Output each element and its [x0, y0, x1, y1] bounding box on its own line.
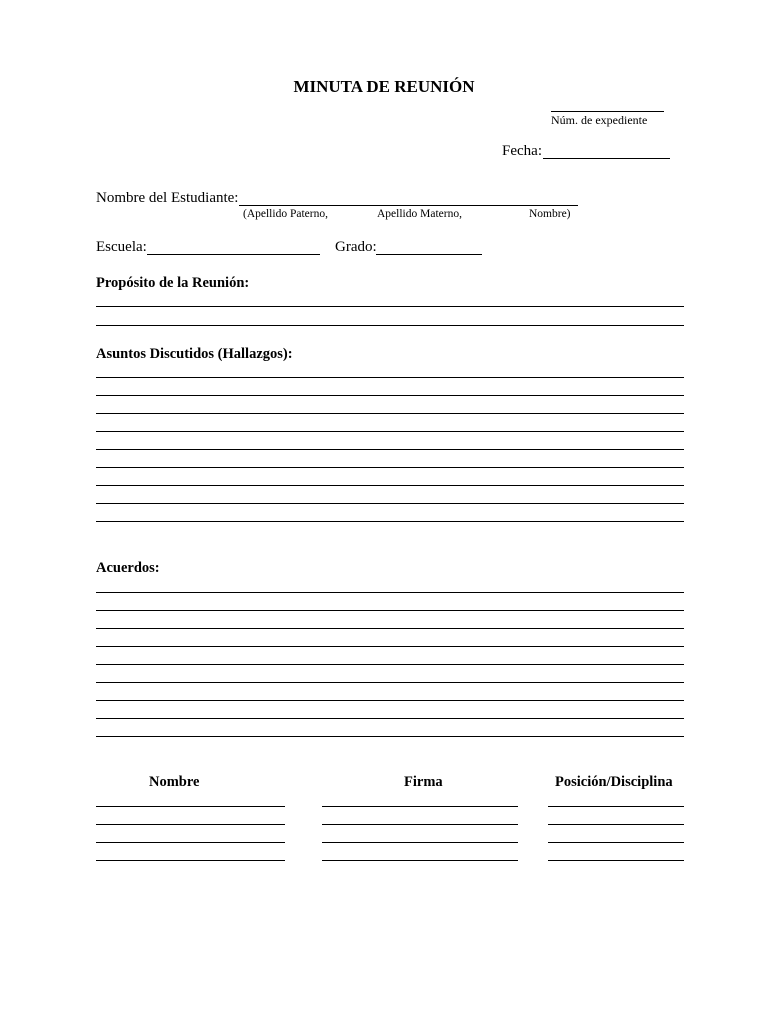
expediente-field[interactable] [551, 111, 664, 112]
fecha-label: Fecha: [502, 143, 542, 159]
acuerdos-heading: Acuerdos: [96, 560, 160, 576]
proposito-line[interactable] [96, 325, 684, 326]
asuntos-line[interactable] [96, 503, 684, 504]
signature-nombre-line[interactable] [96, 860, 285, 861]
signature-firma-line[interactable] [322, 842, 518, 843]
acuerdos-line[interactable] [96, 682, 684, 683]
col-nombre-header: Nombre [149, 774, 200, 790]
asuntos-line[interactable] [96, 413, 684, 414]
asuntos-line[interactable] [96, 521, 684, 522]
signature-posicion-line[interactable] [548, 824, 684, 825]
signature-posicion-line[interactable] [548, 860, 684, 861]
acuerdos-line[interactable] [96, 592, 684, 593]
asuntos-line[interactable] [96, 395, 684, 396]
signature-firma-line[interactable] [322, 806, 518, 807]
asuntos-line[interactable] [96, 431, 684, 432]
proposito-line[interactable] [96, 306, 684, 307]
signature-posicion-line[interactable] [548, 842, 684, 843]
asuntos-line[interactable] [96, 449, 684, 450]
proposito-heading: Propósito de la Reunión: [96, 275, 250, 291]
acuerdos-line[interactable] [96, 718, 684, 719]
col-firma-header: Firma [404, 774, 443, 790]
col-posicion-header: Posición/Disciplina [555, 774, 673, 790]
asuntos-line[interactable] [96, 377, 684, 378]
student-name-field[interactable] [239, 205, 578, 206]
escuela-field[interactable] [147, 254, 320, 255]
grado-field[interactable] [376, 254, 482, 255]
signature-firma-line[interactable] [322, 860, 518, 861]
acuerdos-line[interactable] [96, 664, 684, 665]
signature-nombre-line[interactable] [96, 842, 285, 843]
apellido-materno-hint: Apellido Materno, [377, 208, 462, 220]
nombre-hint: Nombre) [529, 208, 571, 220]
apellido-paterno-hint: (Apellido Paterno, [243, 208, 328, 220]
signature-firma-line[interactable] [322, 824, 518, 825]
acuerdos-line[interactable] [96, 610, 684, 611]
asuntos-line[interactable] [96, 467, 684, 468]
acuerdos-line[interactable] [96, 736, 684, 737]
acuerdos-line[interactable] [96, 628, 684, 629]
student-name-label: Nombre del Estudiante: [96, 190, 239, 206]
page-title: MINUTA DE REUNIÓN [293, 77, 475, 96]
signature-nombre-line[interactable] [96, 824, 285, 825]
signature-posicion-line[interactable] [548, 806, 684, 807]
acuerdos-line[interactable] [96, 646, 684, 647]
grado-label: Grado: [335, 239, 377, 255]
asuntos-heading: Asuntos Discutidos (Hallazgos): [96, 346, 293, 362]
acuerdos-line[interactable] [96, 700, 684, 701]
signature-nombre-line[interactable] [96, 806, 285, 807]
asuntos-line[interactable] [96, 485, 684, 486]
expediente-label: Núm. de expediente [551, 113, 648, 127]
fecha-field[interactable] [543, 158, 670, 159]
escuela-label: Escuela: [96, 239, 147, 255]
